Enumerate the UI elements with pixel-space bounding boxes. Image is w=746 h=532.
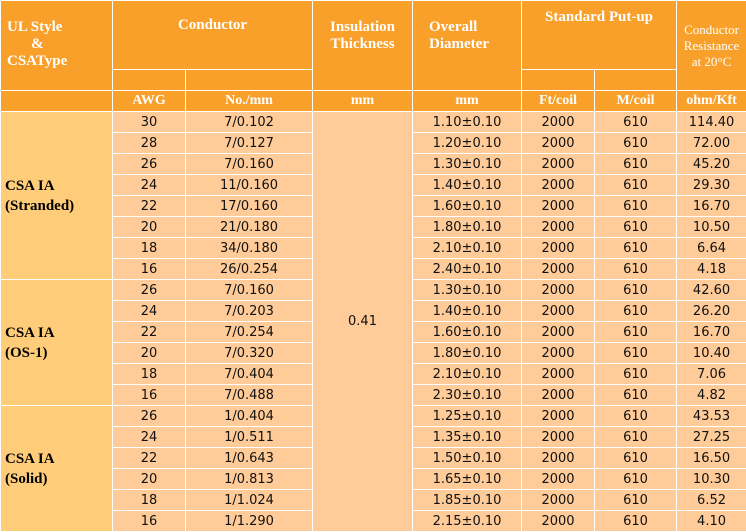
subheader-ft-coil: Ft/coil	[522, 91, 594, 111]
cell-ft-coil: 2000	[522, 112, 594, 132]
header-blank-strand	[186, 70, 312, 90]
cell-m-coil: 610	[595, 154, 676, 174]
cell-awg: 22	[113, 196, 185, 216]
header-row	[1, 1, 746, 69]
cell-awg: 16	[113, 385, 185, 405]
cell-ft-coil: 2000	[522, 133, 594, 153]
cell-awg: 24	[113, 301, 185, 321]
cell-m-coil: 610	[595, 196, 676, 216]
header-resistance-line1: Conductor	[684, 21, 739, 37]
cell-overall-diameter: 1.40±0.10	[413, 301, 521, 321]
cell-strand: 21/0.180	[186, 217, 312, 237]
group-label	[1, 280, 112, 405]
cell-m-coil: 610	[595, 133, 676, 153]
header-standard-putup	[522, 1, 676, 69]
cell-ft-coil: 2000	[522, 511, 594, 531]
cell-m-coil: 610	[595, 406, 676, 426]
cell-m-coil: 610	[595, 427, 676, 447]
cell-awg: 20	[113, 343, 185, 363]
table-row	[1, 112, 746, 132]
cell-strand: 1/0.643	[186, 448, 312, 468]
cell-overall-diameter: 2.10±0.10	[413, 238, 521, 258]
cell-strand: 7/0.203	[186, 301, 312, 321]
cell-m-coil: 610	[595, 448, 676, 468]
cell-m-coil: 610	[595, 511, 676, 531]
cell-resistance: 7.06	[677, 364, 746, 384]
header-style-type	[1, 1, 112, 90]
cell-strand: 7/0.160	[186, 154, 312, 174]
cell-ft-coil: 2000	[522, 175, 594, 195]
cell-ft-coil: 2000	[522, 322, 594, 342]
header-style-line3: CSAType	[7, 53, 68, 69]
cell-strand: 11/0.160	[186, 175, 312, 195]
cell-ft-coil: 2000	[522, 259, 594, 279]
cell-m-coil: 610	[595, 385, 676, 405]
subheader-ohm-kft: ohm/Kft	[677, 91, 746, 111]
cell-ft-coil: 2000	[522, 427, 594, 447]
cell-strand: 7/0.102	[186, 112, 312, 132]
cell-awg: 16	[113, 511, 185, 531]
cell-resistance: 4.18	[677, 259, 746, 279]
header-insulation-line1: Insulation	[329, 19, 396, 35]
cell-awg: 26	[113, 154, 185, 174]
cell-strand: 1/1.290	[186, 511, 312, 531]
subheader-no-mm: No./mm	[186, 91, 312, 111]
cell-strand: 1/0.813	[186, 469, 312, 489]
cell-overall-diameter: 2.40±0.10	[413, 259, 521, 279]
cell-strand: 26/0.254	[186, 259, 312, 279]
header-overall-line1: Overall	[429, 19, 478, 35]
cell-insulation-thickness: 0.41	[313, 112, 412, 531]
cell-strand: 7/0.254	[186, 322, 312, 342]
cell-awg: 26	[113, 406, 185, 426]
cell-resistance: 114.40	[677, 112, 746, 132]
header-insulation-line2: Thickness	[330, 36, 395, 52]
cell-awg: 24	[113, 427, 185, 447]
cell-resistance: 43.53	[677, 406, 746, 426]
cell-awg: 16	[113, 259, 185, 279]
group-label	[1, 406, 112, 531]
group-label	[1, 112, 112, 279]
cell-ft-coil: 2000	[522, 385, 594, 405]
cell-resistance: 10.30	[677, 469, 746, 489]
cell-overall-diameter: 1.80±0.10	[413, 343, 521, 363]
cell-m-coil: 610	[595, 343, 676, 363]
cell-strand: 7/0.404	[186, 364, 312, 384]
cell-ft-coil: 2000	[522, 217, 594, 237]
cell-awg: 20	[113, 469, 185, 489]
group-label-line2: (OS-1)	[5, 344, 48, 361]
cell-resistance: 72.00	[677, 133, 746, 153]
cell-ft-coil: 2000	[522, 280, 594, 300]
cell-awg: 18	[113, 238, 185, 258]
cell-resistance: 45.20	[677, 154, 746, 174]
cell-strand: 17/0.160	[186, 196, 312, 216]
cell-strand: 34/0.180	[186, 238, 312, 258]
header-resistance-line2: Resistance	[683, 37, 740, 53]
cell-overall-diameter: 1.60±0.10	[413, 322, 521, 342]
cell-ft-coil: 2000	[522, 154, 594, 174]
header-resistance-line3: at 20°C	[691, 53, 732, 69]
cell-strand: 7/0.320	[186, 343, 312, 363]
cell-resistance: 42.60	[677, 280, 746, 300]
cell-resistance: 10.40	[677, 343, 746, 363]
cell-ft-coil: 2000	[522, 469, 594, 489]
header-overall-diameter	[413, 1, 521, 90]
cell-overall-diameter: 1.40±0.10	[413, 175, 521, 195]
cell-resistance: 27.25	[677, 427, 746, 447]
cell-resistance: 16.50	[677, 448, 746, 468]
cell-overall-diameter: 1.80±0.10	[413, 217, 521, 237]
header-overall-line2: Diameter	[429, 36, 489, 52]
cell-ft-coil: 2000	[522, 343, 594, 363]
cell-awg: 22	[113, 322, 185, 342]
cell-overall-diameter: 1.10±0.10	[413, 112, 521, 132]
cell-ft-coil: 2000	[522, 448, 594, 468]
cell-ft-coil: 2000	[522, 196, 594, 216]
cell-awg: 26	[113, 280, 185, 300]
header-style-line1: UL Style	[7, 19, 63, 35]
header-style-line2: &	[31, 36, 44, 52]
cell-overall-diameter: 1.30±0.10	[413, 280, 521, 300]
cell-overall-diameter: 1.35±0.10	[413, 427, 521, 447]
cell-strand: 1/0.404	[186, 406, 312, 426]
cell-overall-diameter: 2.15±0.10	[413, 511, 521, 531]
group-label-line1: CSA IA	[5, 450, 55, 467]
subheader-row	[1, 91, 746, 111]
cell-awg: 28	[113, 133, 185, 153]
cell-overall-diameter: 2.30±0.10	[413, 385, 521, 405]
cell-overall-diameter: 1.30±0.10	[413, 154, 521, 174]
header-blank-awg	[113, 70, 185, 90]
cell-awg: 30	[113, 112, 185, 132]
header-resistance	[677, 1, 746, 90]
cell-awg: 18	[113, 490, 185, 510]
cell-strand: 7/0.488	[186, 385, 312, 405]
header-conductor-label: Conductor	[177, 17, 248, 33]
cell-ft-coil: 2000	[522, 364, 594, 384]
cell-m-coil: 610	[595, 112, 676, 132]
cell-awg: 22	[113, 448, 185, 468]
cell-resistance: 16.70	[677, 322, 746, 342]
cell-resistance: 4.82	[677, 385, 746, 405]
cell-m-coil: 610	[595, 364, 676, 384]
cell-overall-diameter: 1.85±0.10	[413, 490, 521, 510]
cell-m-coil: 610	[595, 238, 676, 258]
cell-ft-coil: 2000	[522, 238, 594, 258]
header-putup-label: Standard Put-up	[545, 9, 653, 25]
cell-overall-diameter: 2.10±0.10	[413, 364, 521, 384]
subheader-awg: AWG	[113, 91, 185, 111]
subheader-style-blank	[1, 91, 112, 111]
cell-strand: 7/0.160	[186, 280, 312, 300]
subheader-insulation-mm: mm	[313, 91, 412, 111]
cell-awg: 24	[113, 175, 185, 195]
group-label-line1: CSA IA	[5, 177, 55, 194]
header-blank-m	[595, 70, 676, 90]
cell-resistance: 29.30	[677, 175, 746, 195]
cell-ft-coil: 2000	[522, 406, 594, 426]
cell-overall-diameter: 1.50±0.10	[413, 448, 521, 468]
cell-resistance: 10.50	[677, 217, 746, 237]
cell-resistance: 6.64	[677, 238, 746, 258]
cell-resistance: 6.52	[677, 490, 746, 510]
cell-strand: 1/0.511	[186, 427, 312, 447]
cell-m-coil: 610	[595, 301, 676, 321]
header-insulation	[313, 1, 412, 90]
cell-awg: 20	[113, 217, 185, 237]
group-label-line2: (Stranded)	[5, 197, 75, 214]
cell-awg: 18	[113, 364, 185, 384]
cell-m-coil: 610	[595, 280, 676, 300]
cell-m-coil: 610	[595, 217, 676, 237]
cell-ft-coil: 2000	[522, 301, 594, 321]
cell-overall-diameter: 1.60±0.10	[413, 196, 521, 216]
cell-m-coil: 610	[595, 322, 676, 342]
cell-strand: 1/1.024	[186, 490, 312, 510]
cell-strand: 7/0.127	[186, 133, 312, 153]
cell-overall-diameter: 1.20±0.10	[413, 133, 521, 153]
header-conductor	[113, 1, 312, 69]
cell-overall-diameter: 1.65±0.10	[413, 469, 521, 489]
cell-m-coil: 610	[595, 469, 676, 489]
subheader-m-coil: M/coil	[595, 91, 676, 111]
cell-resistance: 16.70	[677, 196, 746, 216]
group-label-line2: (Solid)	[5, 470, 48, 487]
subheader-overall-mm: mm	[413, 91, 521, 111]
cell-ft-coil: 2000	[522, 490, 594, 510]
cell-resistance: 26.20	[677, 301, 746, 321]
cell-m-coil: 610	[595, 259, 676, 279]
header-blank-ft	[522, 70, 594, 90]
cell-overall-diameter: 1.25±0.10	[413, 406, 521, 426]
cell-m-coil: 610	[595, 175, 676, 195]
cell-m-coil: 610	[595, 490, 676, 510]
cell-resistance: 4.10	[677, 511, 746, 531]
group-label-line1: CSA IA	[5, 324, 55, 341]
